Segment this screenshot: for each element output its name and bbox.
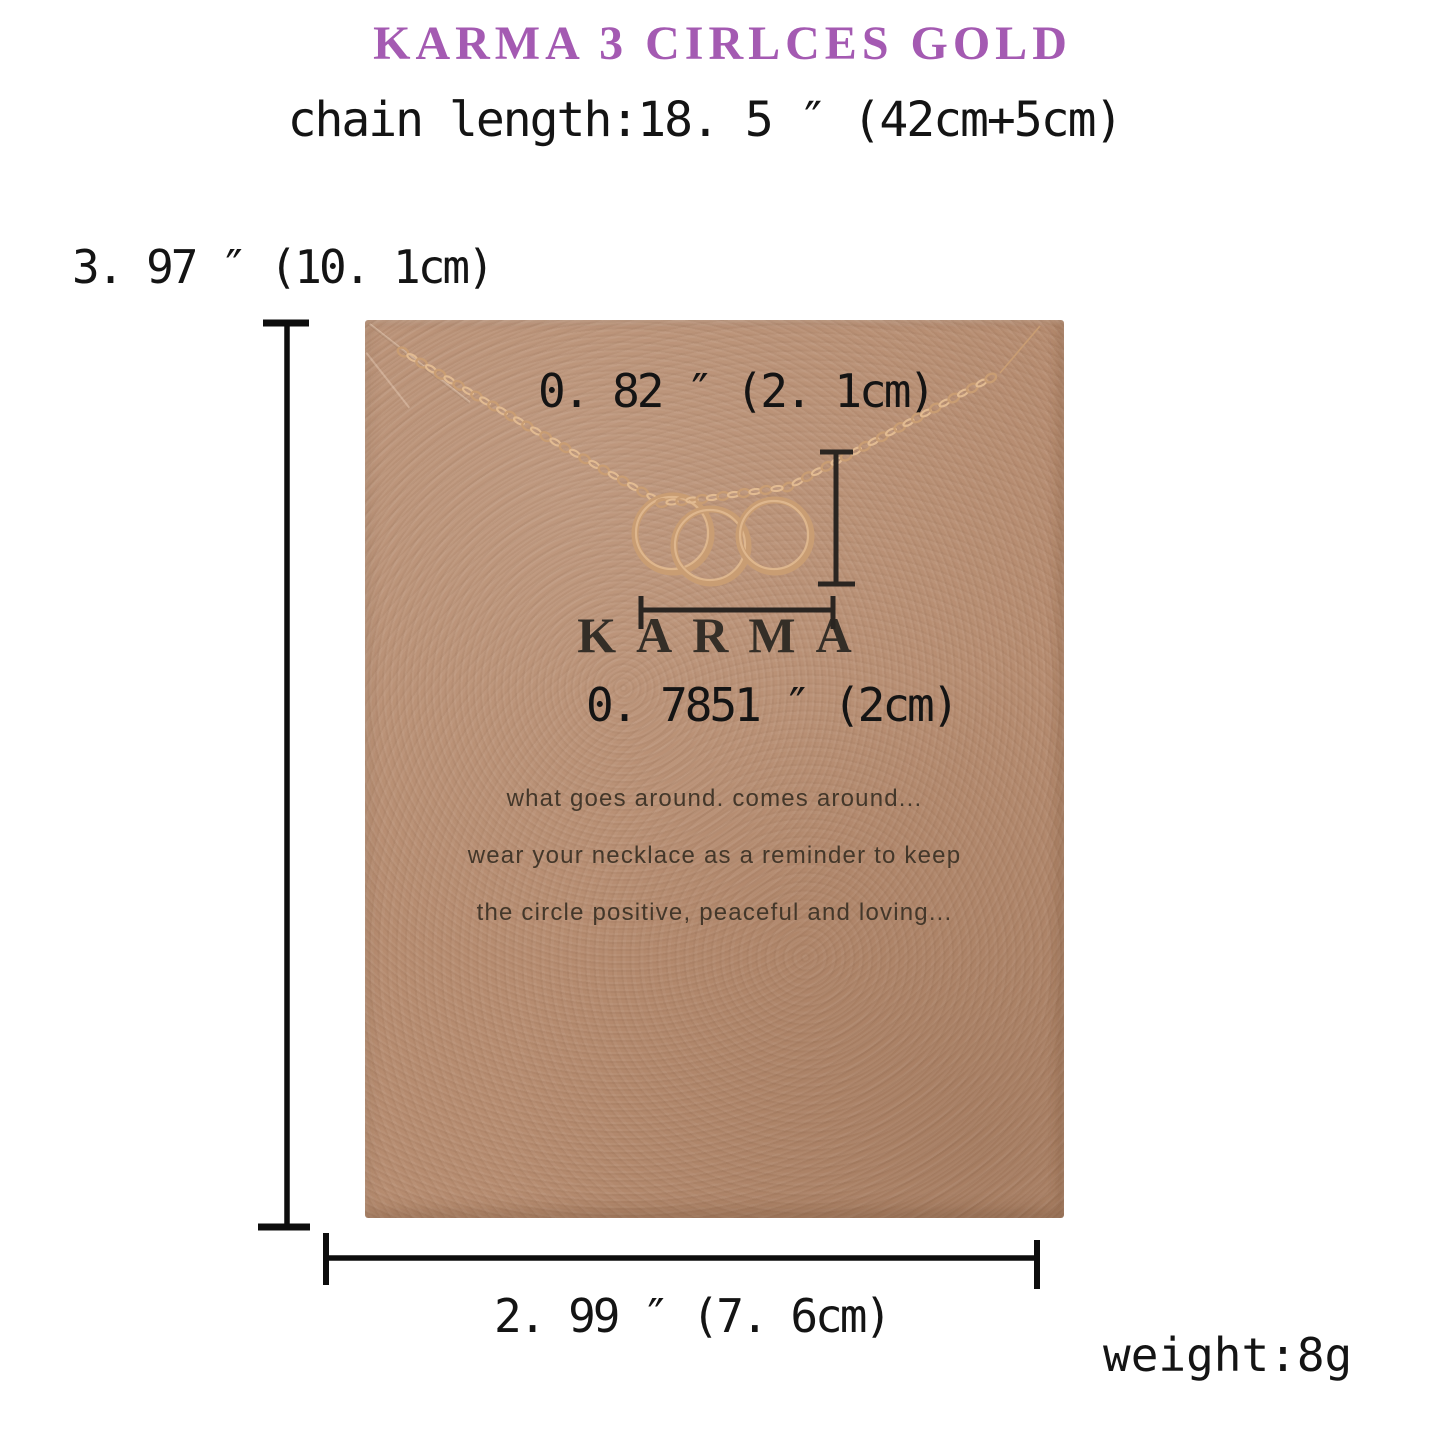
quote-line: what goes around. comes around... xyxy=(506,785,923,812)
kraft-card xyxy=(365,320,1064,1218)
product-title: KARMA 3 CIRLCES GOLD xyxy=(373,17,1072,70)
circle-diameter-label: 0. 7851 ″ (2cm) xyxy=(586,678,957,732)
brand-text: KARMA xyxy=(577,607,872,663)
chain-length-label: chain length:18. 5 ″ (42cm+5cm) xyxy=(287,92,1122,148)
weight-label: weight:8g xyxy=(1103,1328,1353,1382)
quote-line: the circle positive, peaceful and loving... xyxy=(476,899,953,926)
card-width-label: 2. 99 ″ (7. 6cm) xyxy=(494,1289,890,1343)
card-width-dimension-line xyxy=(326,1233,1037,1289)
card-height-label: 3. 97 ″ (10. 1cm) xyxy=(72,240,492,294)
pendant-drop-label: 0. 82 ″ (2. 1cm) xyxy=(538,364,934,418)
quote-line: wear your necklace as a reminder to keep xyxy=(467,842,962,869)
card-quote xyxy=(365,770,1064,941)
card-height-dimension-line xyxy=(258,323,310,1227)
